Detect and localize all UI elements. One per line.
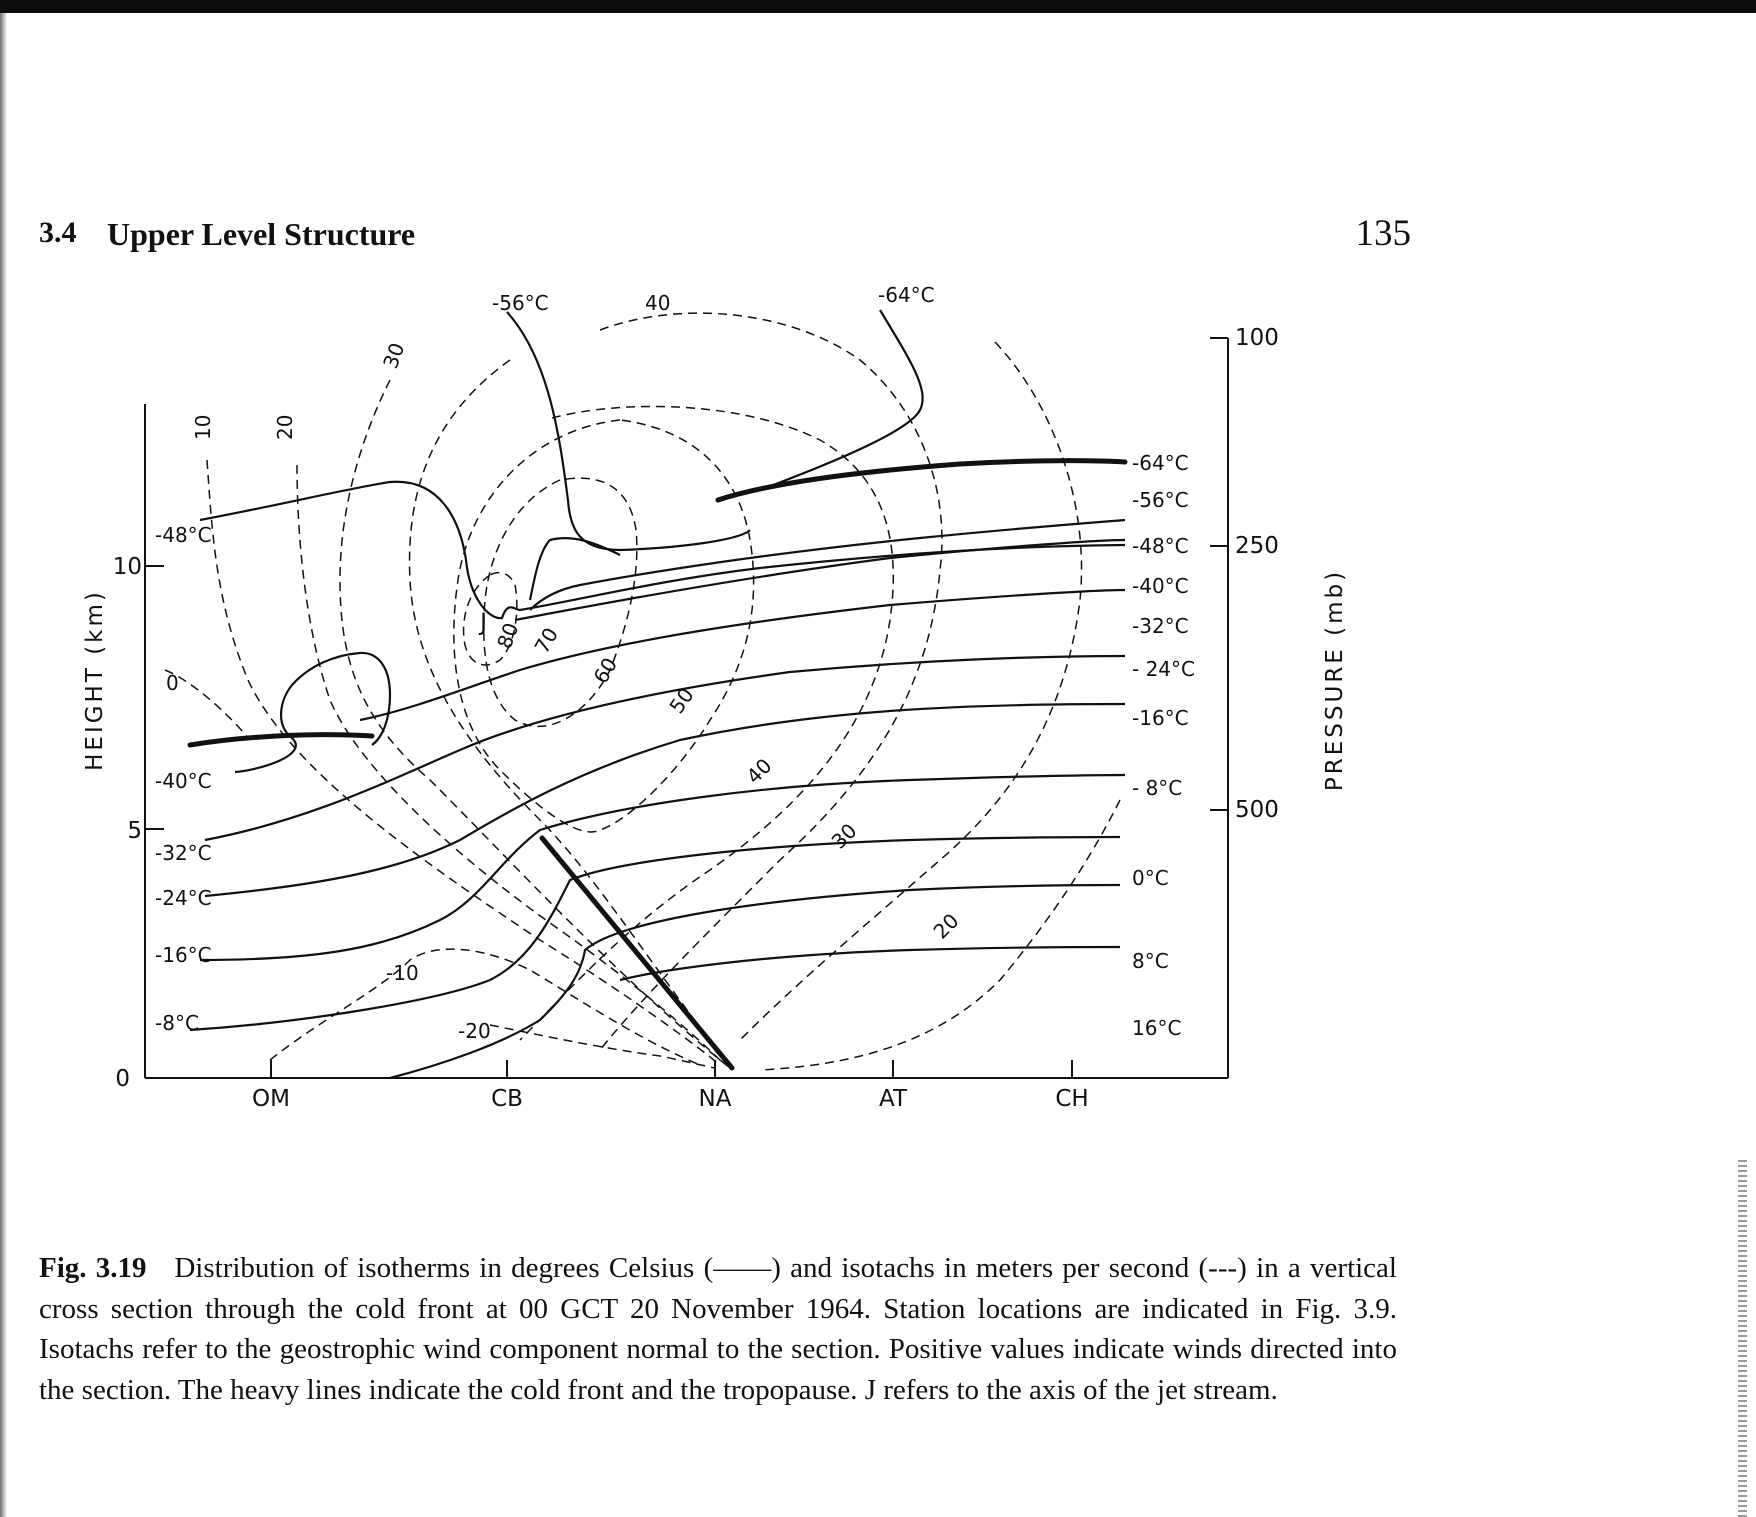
isotherms bbox=[190, 310, 1125, 1078]
tropopause-right bbox=[718, 461, 1125, 500]
tropopause-left bbox=[190, 735, 372, 745]
isotherm-minus48-jet bbox=[530, 520, 1125, 610]
isotach-label-0: 0 bbox=[166, 671, 179, 695]
isotach-label-40-lower: 40 bbox=[741, 753, 777, 789]
y-tick-label-0: 0 bbox=[115, 1066, 130, 1092]
isotherm-minus8 bbox=[200, 775, 1125, 960]
p-tick-label-100: 100 bbox=[1235, 325, 1279, 351]
isotach-30-outer bbox=[740, 342, 1082, 1040]
station-om: OM bbox=[252, 1086, 290, 1112]
caption-label: Fig. 3.19 bbox=[39, 1252, 147, 1284]
isotherm-minus24 bbox=[205, 656, 1125, 840]
station-ch: CH bbox=[1055, 1086, 1089, 1112]
p-tick-label-500: 500 bbox=[1235, 797, 1279, 823]
jet-label: J bbox=[480, 608, 488, 636]
label-top-minus56: -56°C bbox=[492, 291, 549, 315]
label-right-0: 0°C bbox=[1132, 866, 1169, 890]
isotach-label-40-top: 40 bbox=[645, 291, 671, 315]
y-tick-label-10: 10 bbox=[112, 554, 142, 580]
y-axis-left-label: HEIGHT (km) bbox=[82, 589, 108, 771]
isotach-label-30-lower: 30 bbox=[826, 818, 862, 854]
isotherm-minus40-loop bbox=[235, 653, 390, 772]
station-cb: CB bbox=[491, 1086, 523, 1112]
isotach-label-80: 80 bbox=[492, 619, 524, 652]
label-left-minus16: -16°C bbox=[155, 943, 212, 967]
isotach-label-60: 60 bbox=[588, 653, 623, 688]
isotherm-16 bbox=[620, 947, 1120, 980]
isotach-label-10: 10 bbox=[191, 414, 215, 440]
isotach-label-minus20: -20 bbox=[458, 1019, 491, 1043]
label-right-minus8: - 8°C bbox=[1132, 776, 1183, 800]
isotach-label-minus10: -10 bbox=[386, 961, 419, 985]
label-right-minus40: -40°C bbox=[1132, 574, 1189, 598]
cross-section-diagram bbox=[60, 283, 1380, 1250]
label-left-minus32: -32°C bbox=[155, 841, 212, 865]
label-right-minus32: -32°C bbox=[1132, 614, 1189, 638]
running-header bbox=[39, 213, 1411, 260]
station-na: NA bbox=[698, 1086, 732, 1112]
y-axis-right-label: PRESSURE (mb) bbox=[1322, 568, 1348, 792]
scan-right-edge bbox=[1738, 1160, 1747, 1517]
p-tick-label-250: 250 bbox=[1235, 533, 1279, 559]
cross-section-figure bbox=[60, 283, 1380, 1250]
label-left-minus8: -8°C bbox=[155, 1011, 199, 1035]
label-left-minus40: -40°C bbox=[155, 769, 212, 793]
section-title: Upper Level Structure bbox=[107, 216, 416, 252]
isotach-label-20-lower: 20 bbox=[928, 908, 964, 944]
isotach-label-70: 70 bbox=[529, 623, 564, 658]
isotach-label-30-left: 30 bbox=[378, 339, 410, 372]
isotach-20 bbox=[297, 465, 725, 1065]
isotherm-minus64-top bbox=[760, 310, 923, 490]
isotherm-minus56-top bbox=[507, 312, 750, 550]
isotherm-0 bbox=[190, 837, 1120, 1030]
label-right-minus16: -16°C bbox=[1132, 706, 1189, 730]
section-number: 3.4 bbox=[39, 216, 77, 249]
page-number: 135 bbox=[1355, 213, 1411, 254]
label-right-minus48: -48°C bbox=[1132, 534, 1189, 558]
label-left-minus48: -48°C bbox=[155, 523, 212, 547]
label-right-minus24: - 24°C bbox=[1132, 657, 1195, 681]
isotherm-8 bbox=[390, 885, 1120, 1078]
scan-top-border bbox=[0, 0, 1756, 13]
label-top-minus64: -64°C bbox=[878, 283, 935, 307]
scan-left-edge bbox=[0, 13, 7, 1517]
caption-text: Distribution of isotherms in degrees Celsius (——) and isotachs in meters per second (---) in a vertical cross section through the cold front at 00 GCT 20 November 1964. Station locations are indicated in Fig. 3.9. Isotachs refer to the geostrophic wind component normal to the section. Positive values indicate winds directed into the section. The heavy lines indicate the cold front and the tropopause. J refers to the axis of the jet stream. bbox=[39, 1252, 1397, 1406]
label-right-minus64: -64°C bbox=[1132, 451, 1189, 475]
figure-caption bbox=[39, 1248, 1397, 1410]
isotach-label-20: 20 bbox=[273, 414, 297, 440]
isotach-50 bbox=[520, 406, 893, 1040]
station-at: AT bbox=[879, 1086, 907, 1112]
isotach-40-outer bbox=[600, 313, 942, 1050]
isotach-label-50: 50 bbox=[664, 683, 699, 718]
y-tick-label-5: 5 bbox=[127, 818, 142, 844]
label-left-minus24: -24°C bbox=[155, 886, 212, 910]
label-right-minus56: -56°C bbox=[1132, 488, 1189, 512]
heavy-lines bbox=[190, 461, 1125, 1068]
label-right-16: 16°C bbox=[1132, 1016, 1182, 1040]
label-right-8: 8°C bbox=[1132, 949, 1169, 973]
